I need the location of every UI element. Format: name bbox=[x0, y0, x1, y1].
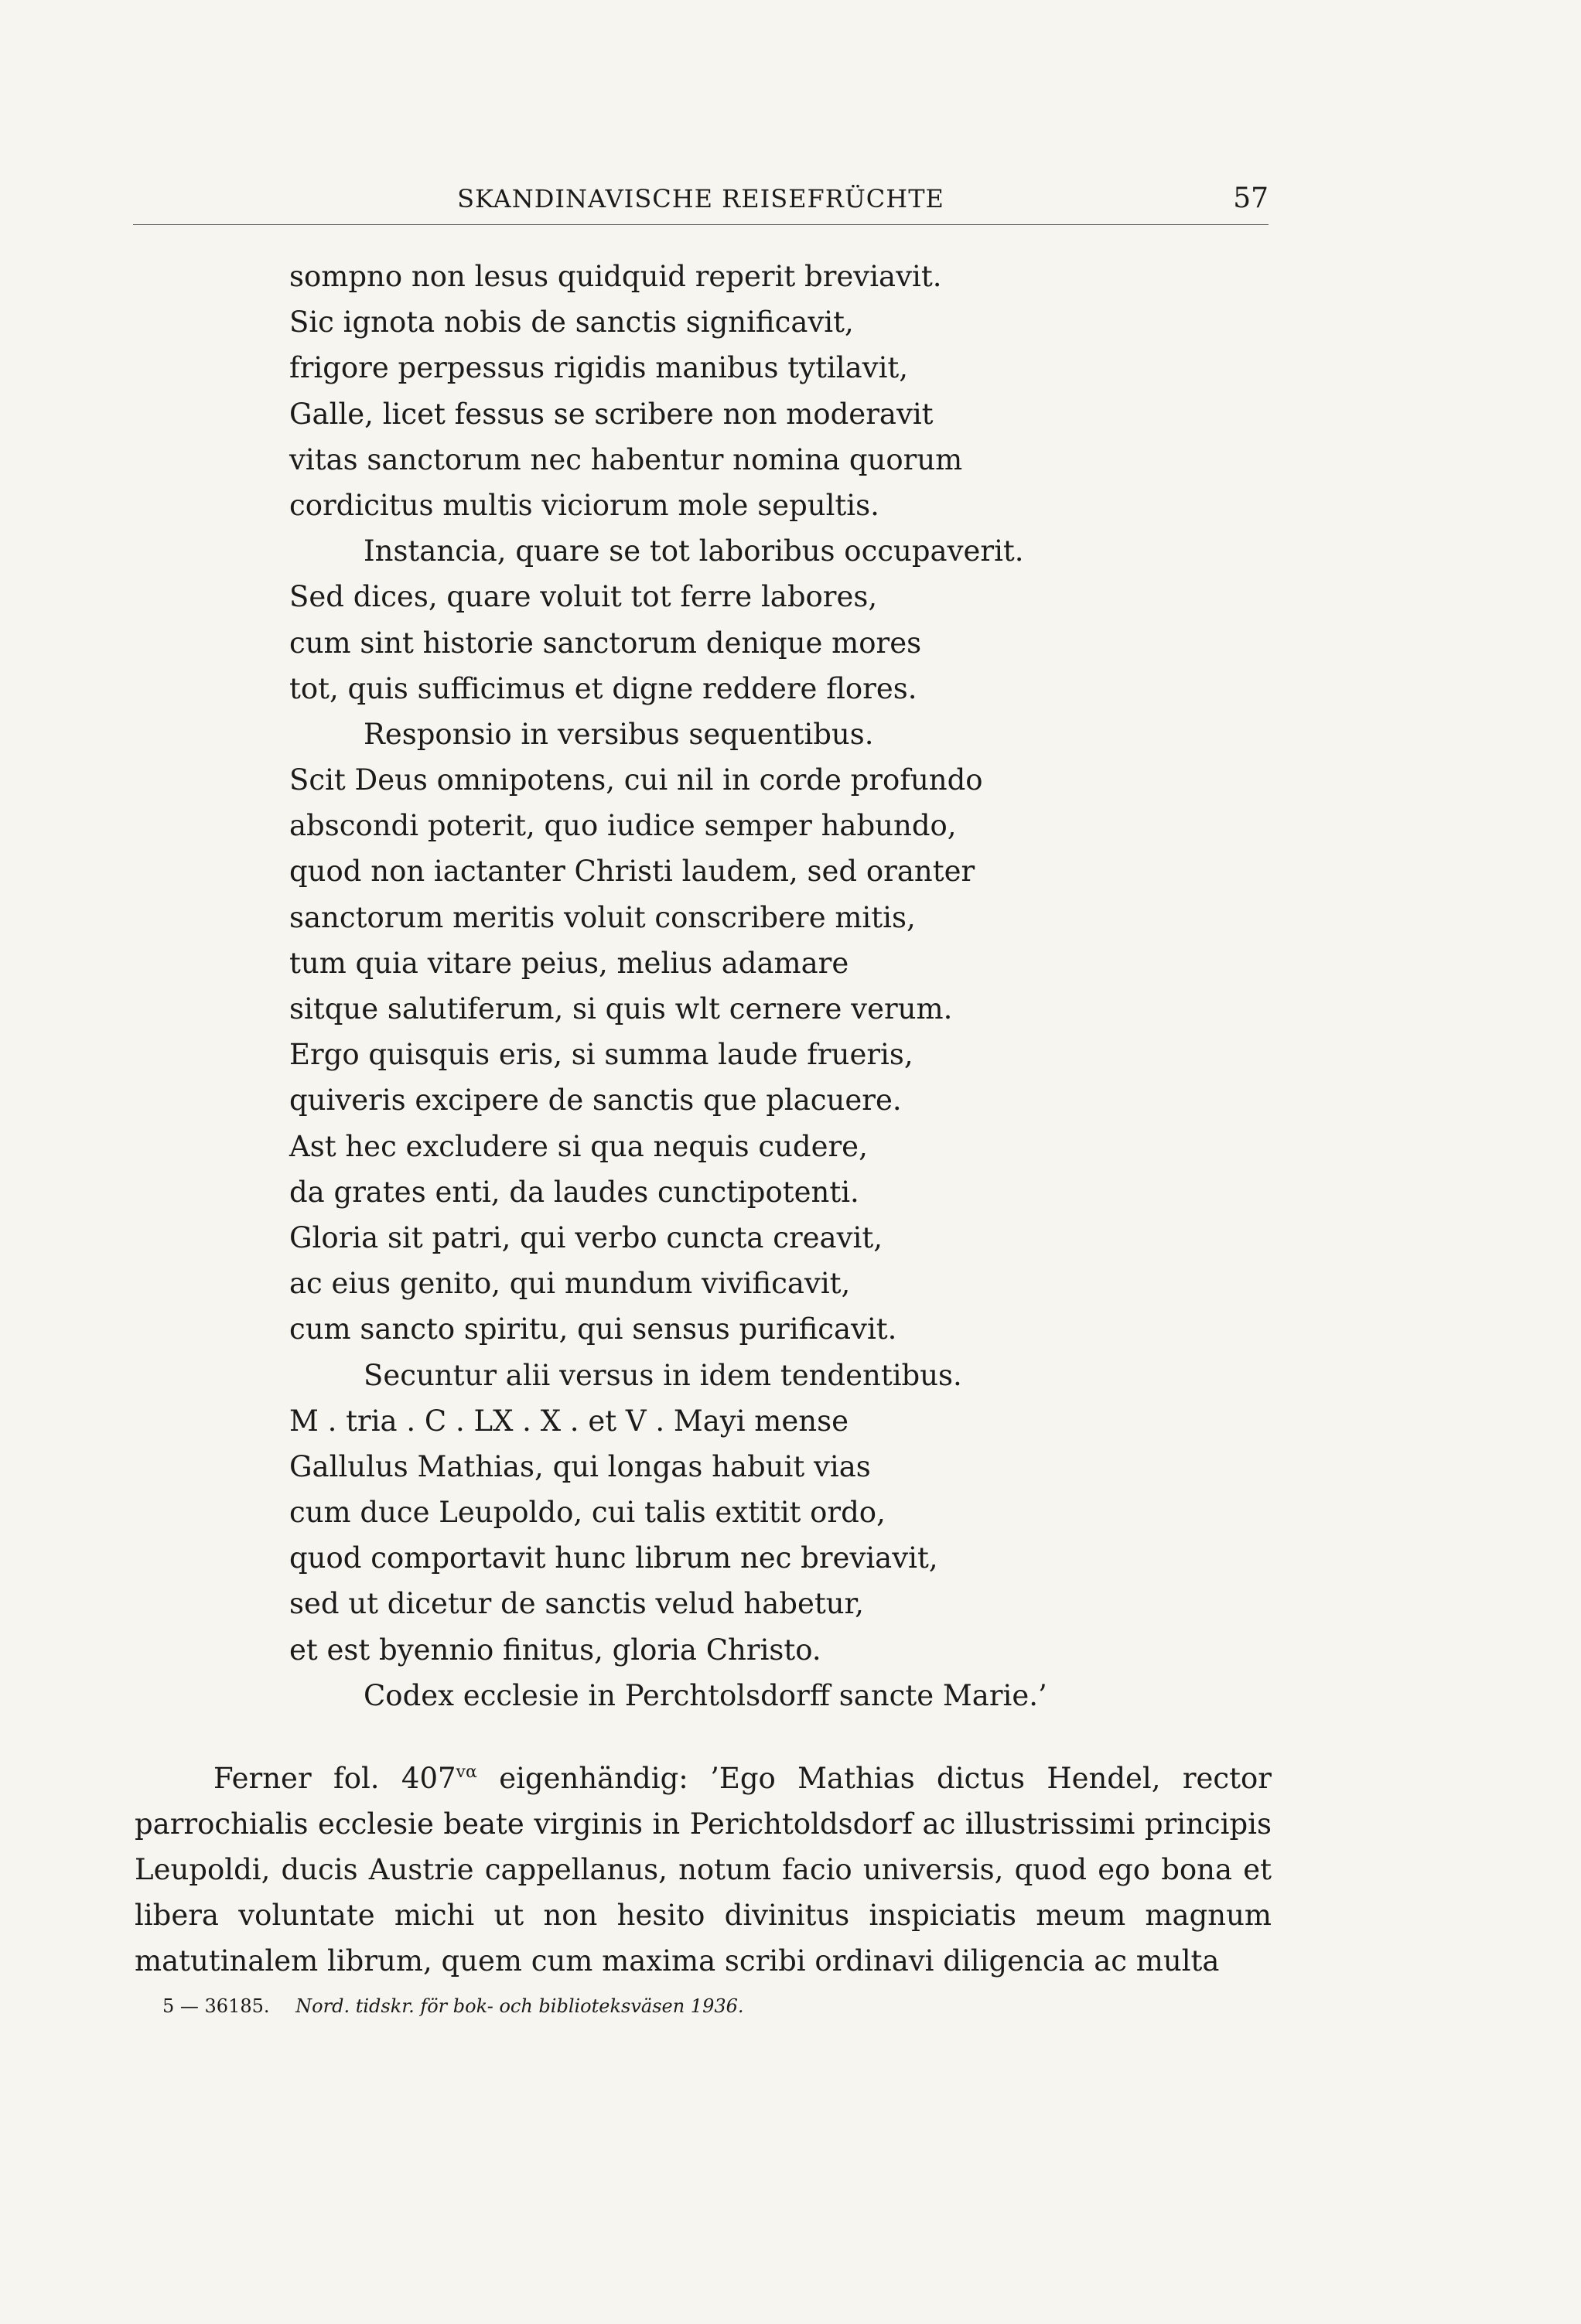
verse-line: Gallulus Mathias, qui longas habuit vias bbox=[289, 1449, 871, 1483]
verse-line: quod comportavit hunc librum nec breviavit, bbox=[289, 1541, 938, 1575]
verse-line: Sed dices, quare voluit tot ferre labores, bbox=[289, 580, 878, 614]
verse-line: cum sint historie sanctorum denique mores bbox=[289, 626, 922, 660]
verse-line: tum quia vitare peius, melius adamare bbox=[289, 946, 849, 980]
printer-signature: 5 — 36185. bbox=[162, 1995, 270, 2017]
verse-line: da grates enti, da laudes cunctipotenti. bbox=[289, 1175, 859, 1209]
verse-line: Scit Deus omnipotens, cui nil in corde profundo bbox=[289, 763, 983, 797]
verse-line: Secuntur alii versus in idem tendentibus. bbox=[364, 1358, 962, 1392]
verse-line: cum sancto spiritu, qui sensus purificavit. bbox=[289, 1312, 897, 1346]
folio-superscript: vα bbox=[456, 1763, 477, 1782]
verse-line: Codex ecclesie in Perchtolsdorff sancte Marie.’ bbox=[364, 1678, 1047, 1712]
running-title: SKANDINAVISCHE REISEFRÜCHTE bbox=[457, 184, 944, 213]
verse-line: M . tria . C . LX . X . et V . Mayi mense bbox=[289, 1404, 849, 1438]
verse-block bbox=[289, 254, 1264, 1718]
verse-line: ac eius genito, qui mundum vivificavit, bbox=[289, 1267, 851, 1301]
page-footer bbox=[162, 1995, 744, 2017]
verse-line: frigore perpessus rigidis manibus tytilavit, bbox=[289, 351, 909, 385]
verse-line: Instancia, quare se tot laboribus occupaverit. bbox=[364, 534, 1024, 568]
verse-line: sompno non lesus quidquid reperit breviavit. bbox=[289, 260, 942, 293]
verse-line: abscondi poterit, quo iudice semper habundo, bbox=[289, 809, 957, 843]
verse-line: cordicitus multis viciorum mole sepultis. bbox=[289, 488, 879, 522]
verse-line: Sic ignota nobis de sanctis significavit, bbox=[289, 305, 854, 340]
verse-line: sitque salutiferum, si quis wlt cernere verum. bbox=[289, 992, 953, 1025]
journal-reference: Nord. tidskr. för bok- och biblioteksväsen 1936. bbox=[295, 1995, 744, 2017]
paragraph-lead: Ferner fol. 407 bbox=[213, 1762, 456, 1795]
verse-line: et est byennio finitus, gloria Christo. bbox=[289, 1633, 821, 1667]
verse-line: Responsio in versibus sequentibus. bbox=[364, 717, 874, 751]
header-rule bbox=[133, 224, 1269, 225]
verse-line: quiveris excipere de sanctis que placuere. bbox=[289, 1084, 902, 1118]
verse-line: cum duce Leupoldo, cui talis extitit ordo, bbox=[289, 1496, 886, 1530]
verse-line: Ergo quisquis eris, si summa laude frueris, bbox=[289, 1038, 913, 1072]
paragraph-text: eigenhändig: ’Ego Mathias dictus Hendel, rector parrochialis ecclesie beate virginis in Perichtoldsdorf ac illustrissimi principis Leupoldi, ducis Austrie cappellanus, notum facio universis, quod ego bona et libera voluntate michi ut non hesito divinitus inspiciatis meum magnum matutinalem librum, quem cum maxima scribi ordinavi diligencia ac multa bbox=[135, 1762, 1272, 1978]
page-number: 57 bbox=[1233, 183, 1269, 214]
verse-line: Gloria sit patri, qui verbo cuncta creavit, bbox=[289, 1220, 883, 1254]
running-head bbox=[133, 184, 1269, 223]
verse-line: sed ut dicetur de sanctis velud habetur, bbox=[289, 1587, 864, 1621]
verse-line: sanctorum meritis voluit conscribere mitis, bbox=[289, 900, 916, 934]
verse-line: quod non iactanter Christi laudem, sed oranter bbox=[289, 855, 975, 889]
verse-line: Ast hec excludere si qua nequis cudere, bbox=[289, 1129, 868, 1163]
body-paragraph bbox=[135, 1756, 1272, 1984]
verse-line: tot, quis sufficimus et digne reddere flores. bbox=[289, 671, 917, 705]
verse-line: Galle, licet fessus se scribere non moderavit bbox=[289, 397, 934, 431]
verse-line: vitas sanctorum nec habentur nomina quorum bbox=[289, 442, 963, 476]
